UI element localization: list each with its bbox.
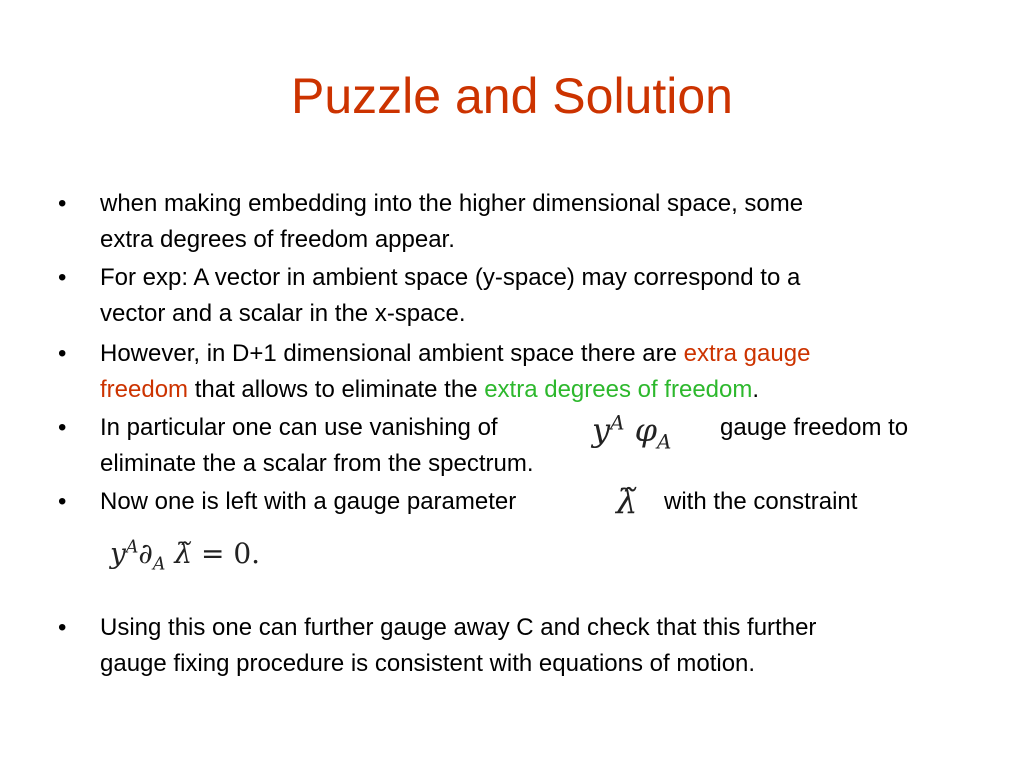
bullet-text: with the constraint (664, 488, 858, 515)
bullet-text-line: eliminate the a scalar from the spectrum. (100, 450, 534, 477)
bullet-text: In particular one can use vanishing of (100, 414, 498, 441)
bullet-text: . (752, 376, 760, 403)
bullet-item-1 (58, 186, 960, 258)
bullet-text: However, in D+1 dimensional ambient space there are (100, 340, 684, 367)
bullet-marker: • (58, 488, 67, 515)
bullet-marker: • (58, 414, 67, 441)
constraint-formula: $y^A\partial_A$ λ̃ = 0. (110, 537, 261, 575)
bullet-marker: • (58, 614, 67, 641)
bullet-text-line: extra degrees of freedom appear. (100, 226, 455, 253)
bullet-text-line (100, 336, 960, 372)
formula-y-phi: $y^A$ $\varphi_A$ (592, 411, 672, 454)
bullet-marker: • (58, 340, 67, 367)
bullet-item-4 (58, 410, 960, 482)
bullet-marker: • (58, 264, 67, 291)
bullet-item-3 (58, 336, 960, 408)
bullet-text-line (100, 410, 960, 454)
bullet-item-5 (58, 482, 960, 522)
highlight-freedom: freedom (100, 376, 189, 403)
slide-title: Puzzle and Solution (291, 68, 733, 124)
formula-lambda-tilde: λ̃ (616, 482, 638, 522)
bullet-marker: • (58, 190, 67, 217)
highlight-extra-degrees: extra degrees of freedom (484, 376, 753, 403)
bullet-text: that allows to eliminate the (188, 376, 485, 403)
bullet-text-line: vector and a scalar in the x-space. (100, 300, 466, 327)
bullet-text-line (100, 372, 960, 408)
bullet-text-line: gauge fixing procedure is consistent with equations of motion. (100, 650, 756, 677)
bullet-text-line: For exp: A vector in ambient space (y-space) may correspond to a (100, 264, 801, 291)
bullet-text: Now one is left with a gauge parameter (100, 488, 517, 515)
bullet-text-line (100, 484, 960, 520)
bullet-text: gauge freedom to (720, 414, 909, 441)
bullet-item-6 (58, 610, 960, 682)
highlight-extra-gauge: extra gauge (683, 340, 811, 367)
bullet-text-line: Using this one can further gauge away C and check that this further (100, 614, 817, 641)
bullet-text-line: when making embedding into the higher dimensional space, some (100, 190, 804, 217)
bullet-item-2 (58, 260, 960, 332)
